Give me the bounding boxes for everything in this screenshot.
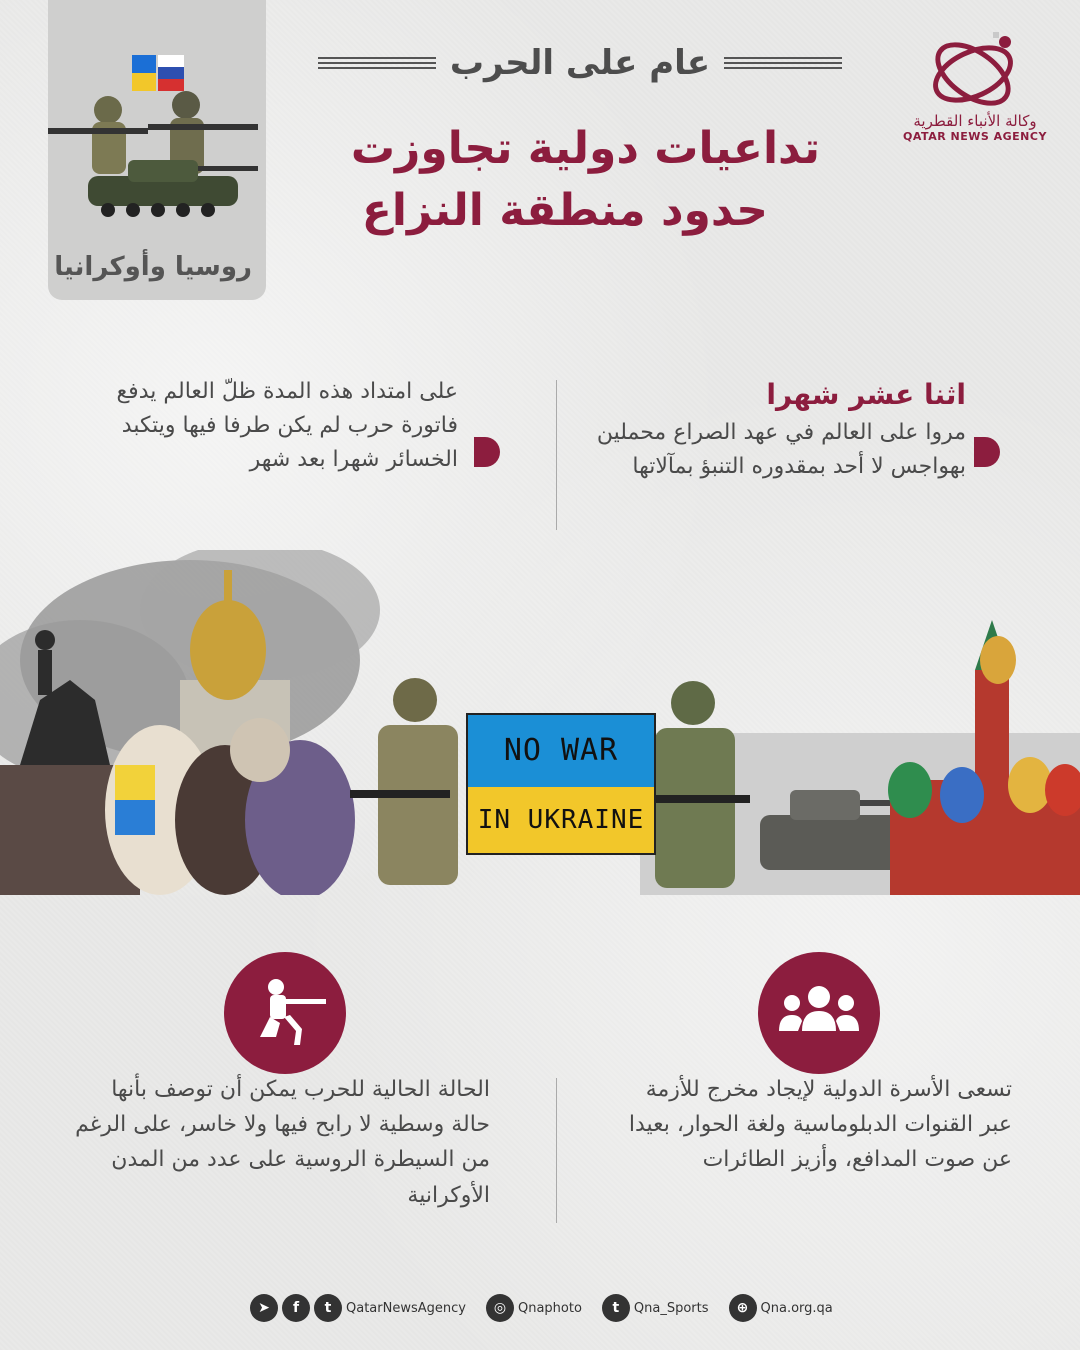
- people-group-icon: [758, 952, 880, 1074]
- logo-arabic: وكالة الأنباء القطرية: [913, 112, 1037, 130]
- section2-left-text: الحالة الحالية للحرب يمكن أن توصف بأنها حالة وسطية لا رابح فيها ولا خاسر، على الرغم من السيطرة الروسية على عدد من المدن الأوكرانية: [75, 1077, 490, 1208]
- soldiers-tank-illustration: [48, 0, 266, 230]
- globe-icon[interactable]: ⊕: [729, 1294, 757, 1322]
- sign-line-2: IN UKRAINE: [477, 805, 645, 835]
- bullet-marker: [474, 437, 500, 467]
- social-main[interactable]: [250, 1294, 466, 1322]
- social-footer: [250, 1290, 850, 1326]
- section2-right-text: تسعى الأسرة الدولية لإيجاد مخرج للأزمة عبر القنوات الدبلوماسية ولغة الحوار، بعيدا عن صوت المدافع، وأزيز الطائرات: [628, 1077, 1012, 1173]
- decor-lines-right: [724, 57, 842, 69]
- facebook-icon[interactable]: f: [282, 1294, 310, 1322]
- qna-logo-icon: [925, 30, 1025, 110]
- headline: [300, 118, 820, 241]
- section1-subtitle: اثنا عشر شهرا: [766, 378, 966, 411]
- headline-line-1: تداعيات دولية تجاوزت: [350, 123, 820, 174]
- badge-label: روسيا وأوكرانيا: [54, 252, 252, 282]
- twitter-icon[interactable]: t: [602, 1294, 630, 1322]
- handle-photo[interactable]: Qnaphoto: [517, 1300, 582, 1316]
- kicker-text: عام على الحرب: [449, 43, 711, 83]
- kicker-title: [318, 38, 842, 88]
- divider: [556, 380, 557, 530]
- kneeling-soldier-icon: [224, 952, 346, 1074]
- logo-english: QATAR NEWS AGENCY: [903, 130, 1047, 143]
- section1-left-text: على امتداد هذه المدة ظلّ العالم يدفع فاتورة حرب لم يكن طرفا فيها ويتكبد الخسائر شهرا بعد شهر: [116, 379, 458, 473]
- instagram-icon[interactable]: ◎: [486, 1294, 514, 1322]
- section1-right-text: مروا على العالم في عهد الصراع محملين بهواجس لا أحد بمقدوره التنبؤ بمآلاتها: [596, 419, 966, 479]
- decor-lines-left: [318, 57, 436, 69]
- website-text[interactable]: Qna.org.qa: [760, 1300, 833, 1316]
- website-link[interactable]: [729, 1294, 833, 1322]
- sign-line-1: NO WAR: [503, 733, 619, 768]
- social-sports[interactable]: [602, 1294, 709, 1322]
- telegram-icon[interactable]: ➤: [250, 1294, 278, 1322]
- headline-line-2: حدود منطقة النزاع: [361, 184, 768, 236]
- no-war-sign: [466, 713, 656, 855]
- twitter-icon[interactable]: t: [314, 1294, 342, 1322]
- divider: [556, 1078, 557, 1223]
- qna-logo: [900, 30, 1050, 165]
- social-photo[interactable]: [486, 1294, 582, 1322]
- handle-sports[interactable]: Qna_Sports: [633, 1300, 709, 1316]
- bullet-marker: [974, 437, 1000, 467]
- handle-main[interactable]: QatarNewsAgency: [346, 1300, 466, 1316]
- section1-right: [596, 378, 966, 484]
- war-badge: [48, 0, 266, 300]
